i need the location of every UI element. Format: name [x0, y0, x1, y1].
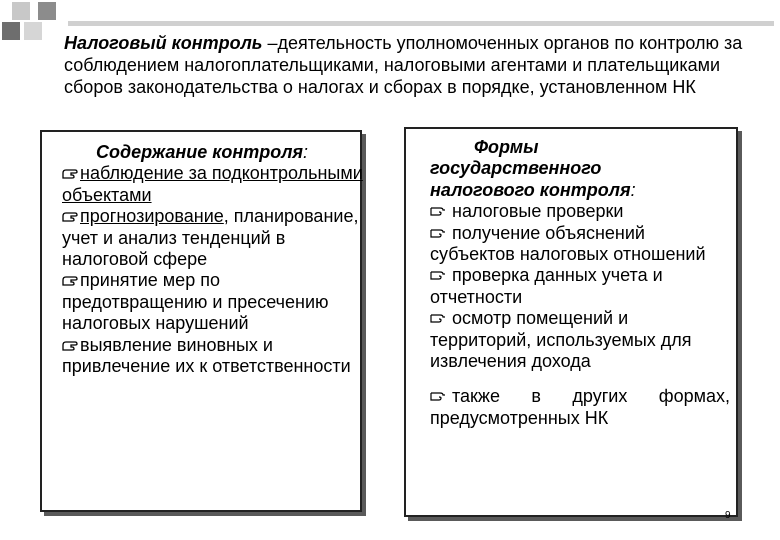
header-rule	[68, 21, 774, 26]
list-item: прогнозирование, планирование, учет и анализ тенденций в налоговой сфере	[62, 206, 359, 270]
pointing-finger-icon	[430, 390, 446, 402]
pointing-hand-icon	[62, 274, 78, 287]
pointing-finger-icon	[430, 312, 446, 324]
definition-text: –деятельность уполномоченных органов по контролю за соблюдением налогоплательщиками, налоговыми агентами и плательщиками сборов законодательства о налогах и сборах в порядке, установленном НК	[64, 33, 743, 97]
left-box-title: Содержание контроля:	[96, 142, 309, 162]
content-of-control-box	[40, 130, 362, 512]
list-item: принятие мер по предотвращению и пресечению налоговых нарушений	[62, 270, 329, 334]
definition-term: Налоговый контроль	[64, 33, 263, 53]
item-underlined: наблюдение за подконтрольными объектами	[62, 163, 363, 205]
pointing-hand-icon	[62, 167, 78, 180]
forms-of-control-box	[404, 127, 738, 517]
list-item: получение объяснений субъектов налоговых отношений	[430, 222, 706, 265]
pointing-hand-icon	[62, 339, 78, 352]
list-item	[62, 163, 368, 206]
pointing-finger-icon	[430, 227, 446, 239]
list-item: проверка данных учета и отчетности	[430, 265, 663, 307]
list-item: также в других формах, предусмотренных НК	[430, 386, 730, 428]
corner-decoration	[0, 0, 70, 50]
list-item: осмотр помещений и территорий, используемых для извлечения дохода	[430, 308, 692, 372]
pointing-hand-icon	[62, 210, 78, 223]
right-box-title: Формы государственного налогового контроля:	[430, 137, 636, 200]
page-number: 9	[725, 510, 731, 521]
list-item: налоговые проверки	[430, 201, 730, 222]
pointing-finger-icon	[430, 205, 446, 217]
definition-paragraph	[64, 32, 754, 98]
item-underlined: прогнозирование	[80, 206, 224, 227]
list-item: выявление виновных и привлечение их к ответственности	[62, 334, 351, 377]
pointing-finger-icon	[430, 269, 446, 281]
